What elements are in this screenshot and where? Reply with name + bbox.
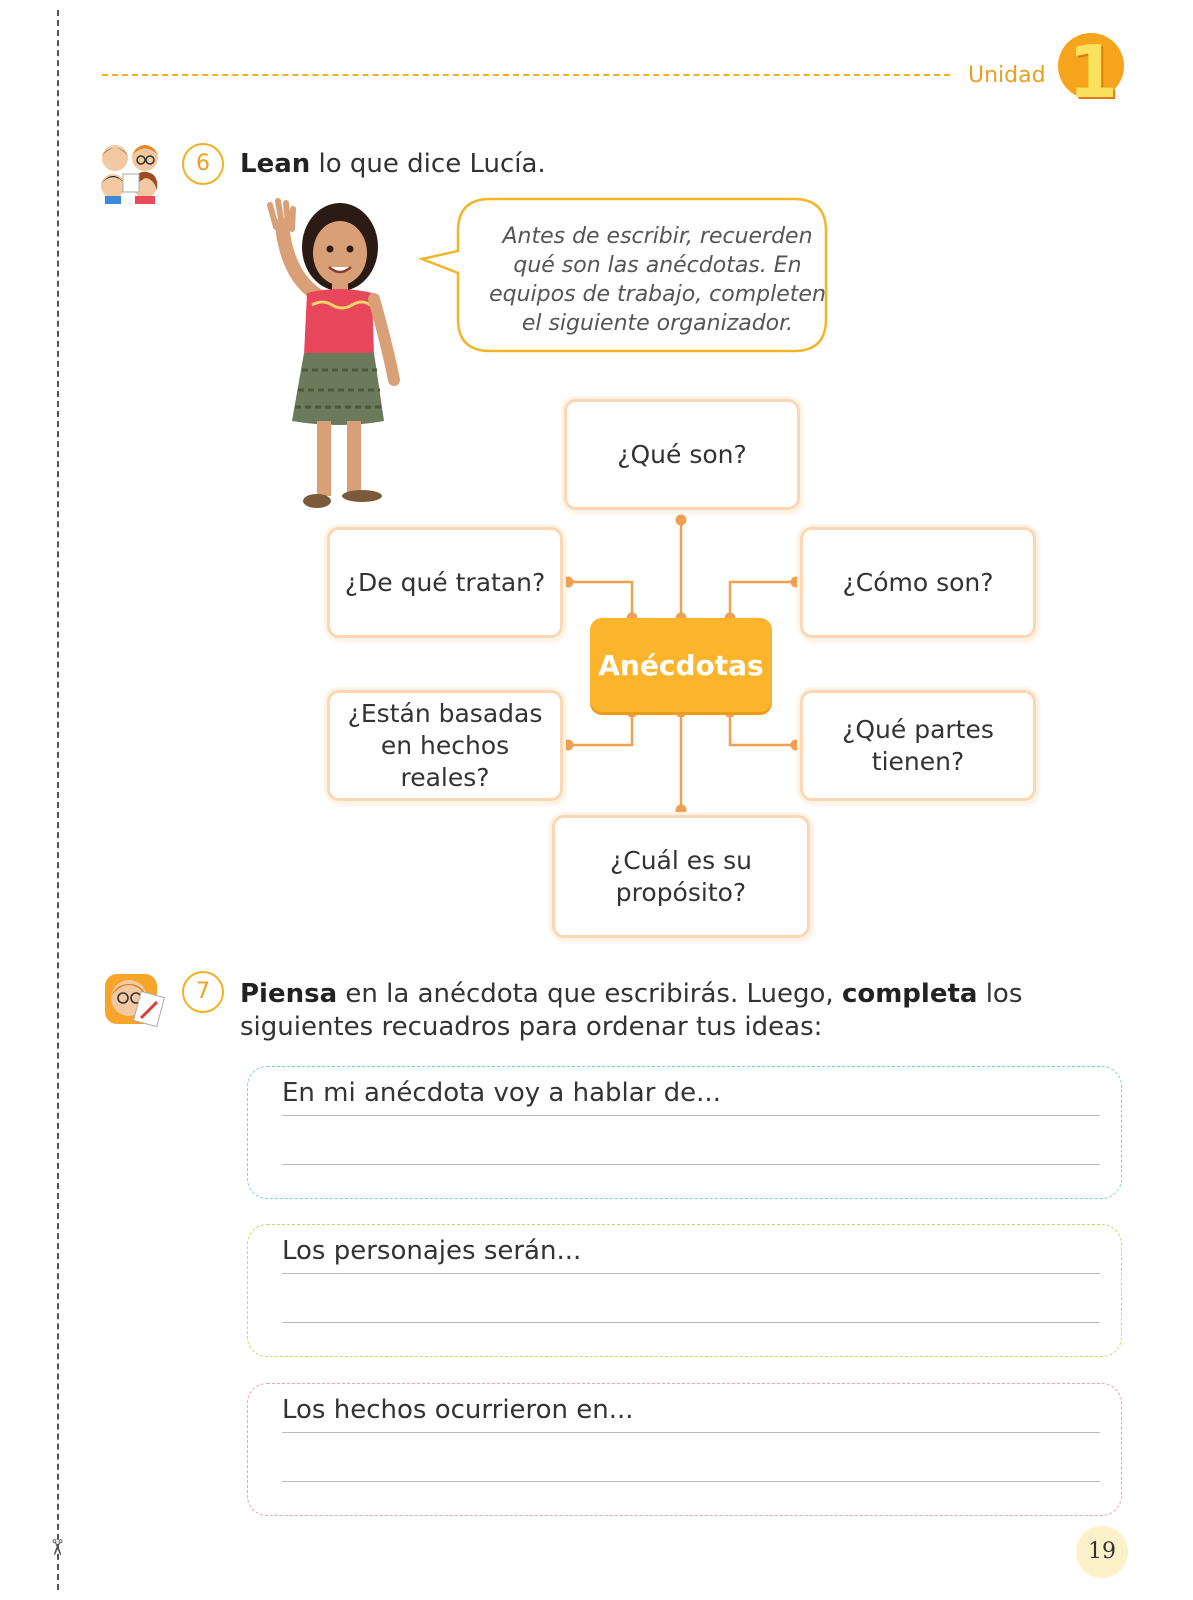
activity-6-text: lo que dice Lucía.: [310, 149, 546, 179]
activity-7-text-2: los siguientes recuadros para ordenar tus ideas:: [240, 979, 1023, 1042]
individual-work-icon: [103, 972, 165, 1028]
unit-number: 1: [1068, 30, 1119, 114]
map-node-parts: ¿Qué partes tienen?: [800, 690, 1036, 801]
write-line[interactable]: [282, 1164, 1100, 1165]
write-box-setting-label: Los hechos ocurrieron en...: [282, 1395, 634, 1425]
map-node-what-are: ¿Qué son?: [564, 399, 800, 510]
page-number: 19: [1076, 1526, 1128, 1578]
activity-number-6: 6: [182, 143, 224, 185]
write-line[interactable]: [282, 1432, 1100, 1433]
activity-6-verb: Lean: [240, 149, 311, 179]
speech-bubble-text: Antes de escribir, recuerden qué son las anécdotas. En equipos de trabajo, completen el siguiente organizador.: [489, 224, 826, 336]
map-node-real-events: ¿Están basadas en hechos reales?: [327, 690, 563, 801]
activity-7-text-1: en la anécdota que escribirás. Luego,: [337, 979, 842, 1009]
unit-label: Unidad: [968, 63, 1046, 88]
scissors-icon: ✂: [43, 1538, 69, 1557]
write-box-topic-label: En mi anécdota voy a hablar de...: [282, 1078, 721, 1108]
activity-7-prompt: [240, 978, 1040, 1044]
write-line[interactable]: [282, 1273, 1100, 1274]
write-line[interactable]: [282, 1322, 1100, 1323]
map-node-what-about: ¿De qué tratan?: [327, 527, 563, 638]
write-line[interactable]: [282, 1115, 1100, 1116]
map-node-purpose: ¿Cuál es su propósito?: [552, 815, 810, 938]
write-box-characters-label: Los personajes serán...: [282, 1236, 582, 1266]
map-center-node: Anécdotas: [590, 618, 772, 712]
map-node-how-are: ¿Cómo son?: [800, 527, 1036, 638]
activity-number-7: 7: [182, 971, 224, 1013]
activity-7-verb-think: Piensa: [240, 979, 338, 1009]
activity-7-verb-complete: completa: [841, 979, 978, 1009]
write-line[interactable]: [282, 1481, 1100, 1482]
